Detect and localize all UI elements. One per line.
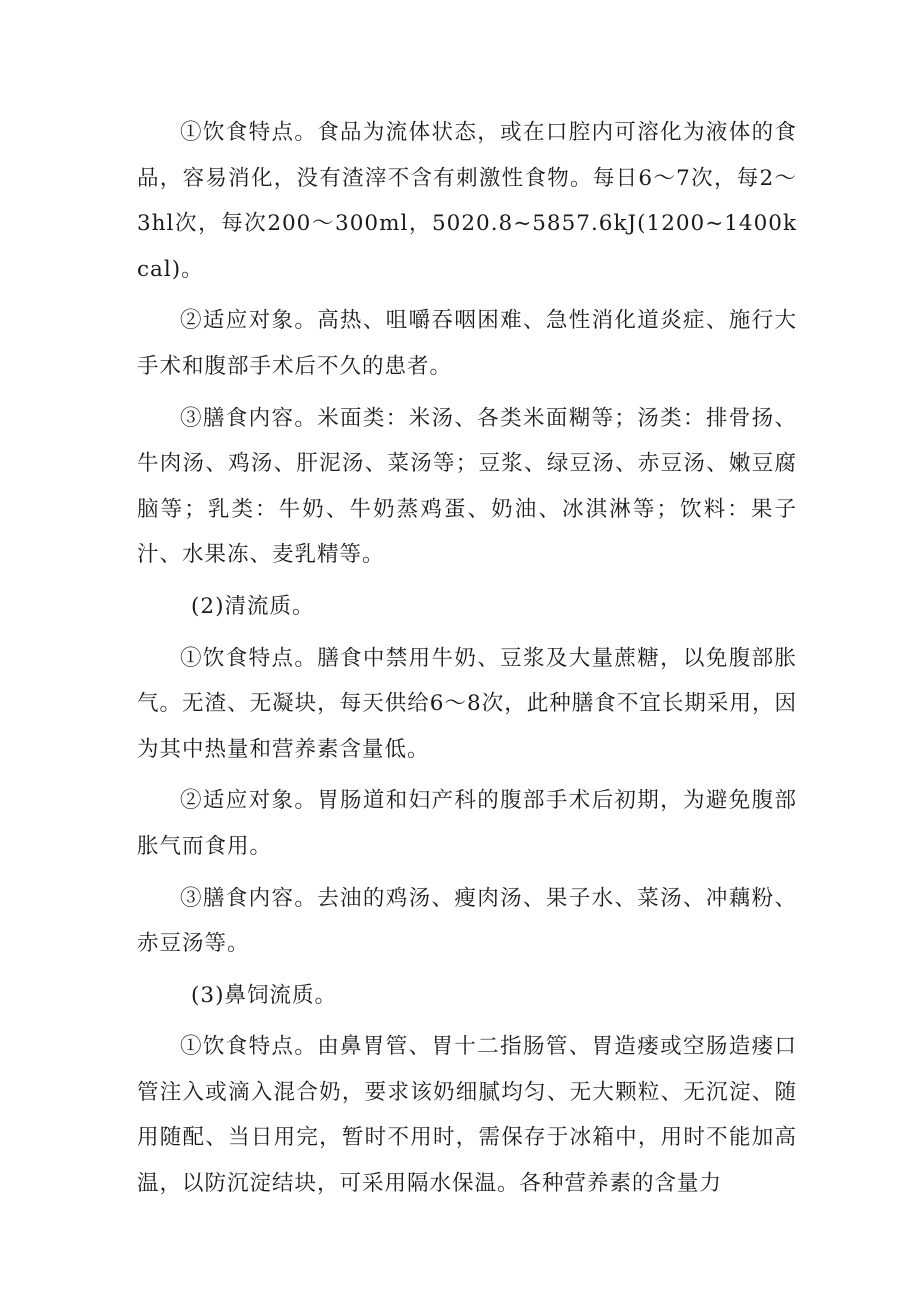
paragraph-tube-feeding-features: ①饮食特点。由鼻胃管、胃十二指肠管、胃造瘘或空肠造瘘口管注入或滴入混合奶，要求该奶细腻均匀、无大颗粒、无沉淀、随用随配、当日用完，暂时不用时，需保存于冰箱中，用时不能加高温，以防沉淀结块，可采用隔水保温。各种营养素的含量力 <box>137 1034 797 1197</box>
paragraph-liquid-diet-indications: ②适应对象。高热、咀嚼吞咽困难、急性消化道炎症、施行大手术和腹部手术后不久的患者。 <box>137 308 797 379</box>
section-heading-clear-liquid: (2)清流质。 <box>191 593 315 619</box>
section-heading-tube-feeding: (3)鼻饲流质。 <box>191 982 337 1008</box>
paragraph-liquid-diet-contents: ③膳食内容。米面类：米汤、各类米面糊等；汤类：排骨扬、牛肉汤、鸡汤、肝泥汤、菜汤等；豆浆、绿豆汤、赤豆汤、嫩豆腐脑等；乳类：牛奶、牛奶蒸鸡蛋、奶油、冰淇淋等；饮料：果子汁、水果冻、麦乳精等。 <box>137 405 797 568</box>
paragraph-clear-liquid-features: ①饮食特点。膳食中禁用牛奶、豆浆及大量蔗糖，以免腹部胀气。无渣、无凝块，每天供给6～8次，此种膳食不宜长期采用，因为其中热量和营养素含量低。 <box>137 645 797 762</box>
paragraph-liquid-diet-features: ①饮食特点。食品为流体状态，或在口腔内可溶化为液体的食品，容易消化，没有渣滓不含有刺激性食物。每日6～7次，每2～3hl次，每次200～300ml，5020.8~5857.6kJ(1200~1400kcal)。 <box>137 120 797 282</box>
paragraph-clear-liquid-contents: ③膳食内容。去油的鸡汤、瘦肉汤、果子水、菜汤、冲藕粉、赤豆汤等。 <box>137 885 797 957</box>
paragraph-clear-liquid-indications: ②适应对象。胃肠道和妇产科的腹部手术后初期，为避免腹部胀气而食用。 <box>137 788 797 859</box>
document-body <box>137 110 797 1207</box>
